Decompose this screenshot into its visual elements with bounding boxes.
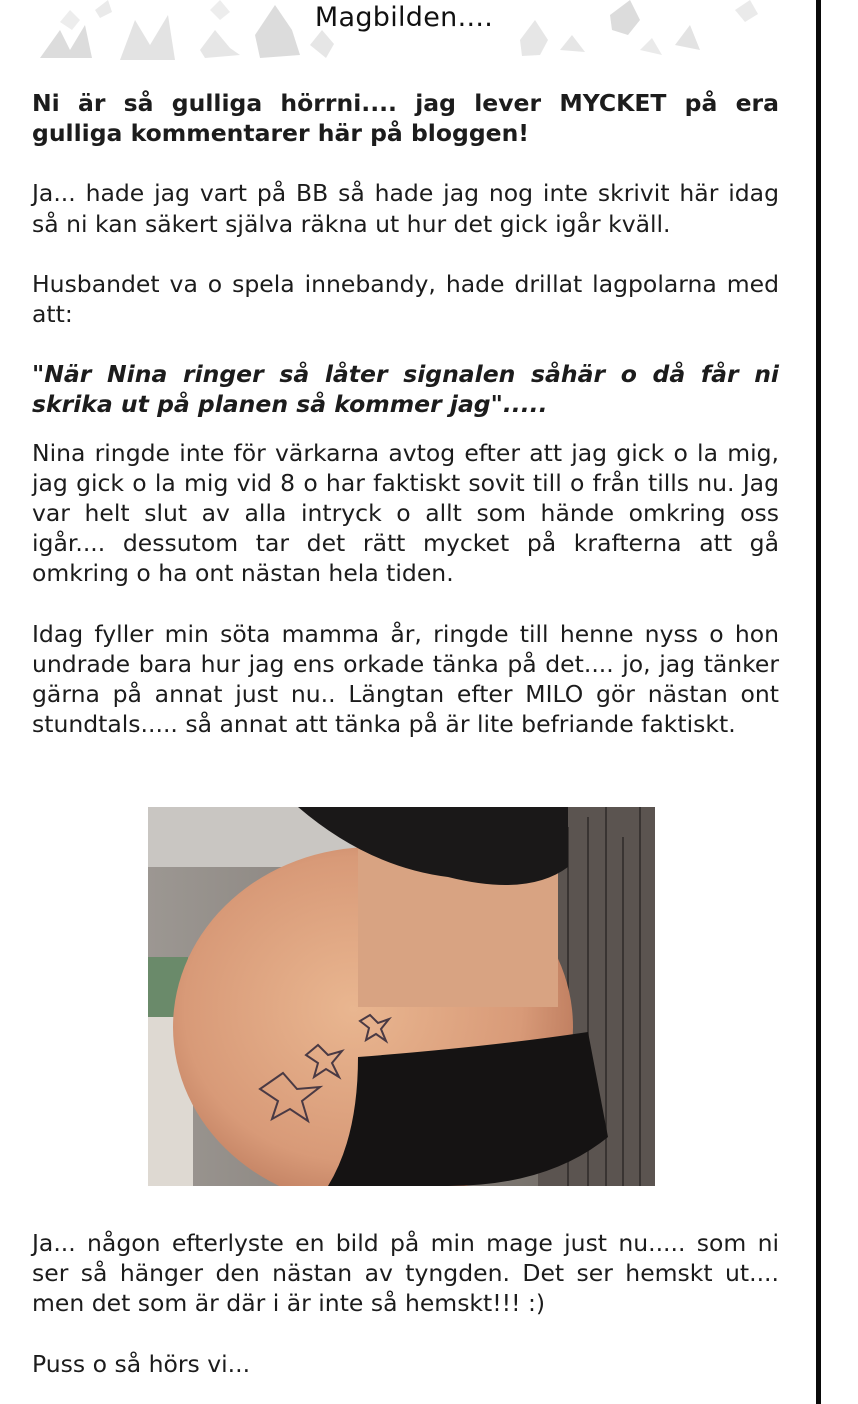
post-paragraph: Ni är så gulliga hörrni.... jag lever MYCKET på era gulliga kommentarer här på bloggen! <box>32 89 779 148</box>
post-paragraph: Ja... hade jag vart på BB så hade jag nog inte skrivit här idag så ni kan säkert själva räkna ut hur det gick igår kväll. <box>32 179 779 238</box>
post-body-continued <box>32 1228 779 1379</box>
belly-photo <box>148 807 655 1186</box>
post-title: Magbilden.... <box>314 2 494 33</box>
post-paragraph: Idag fyller min söta mamma år, ringde till henne nyss o hon undrade bara hur jag ens orkade tänka på det.... jo, jag tänker gärna på annat just nu.. Längtan efter MILO gör nästan ont stundtals..... så annat att tänka på är lite befriande faktiskt. <box>32 619 779 739</box>
post-body <box>32 88 779 739</box>
post-paragraph: Nina ringde inte för värkarna avtog efter att jag gick o la mig, jag gick o la mig vid 8 o har faktiskt sovit till o från tills nu. Jag var helt slut av alla intryck o allt som hände omkring oss igår.... dessutom tar det rätt mycket på krafterna att gå omkring o ha ont nästan hela tiden. <box>32 438 779 588</box>
post-quote: "När Nina ringer så låter signalen såhär o då får ni skrika ut på planen så kommer jag"..... <box>32 360 779 419</box>
post-signoff: Puss o så hörs vi... <box>32 1349 251 1378</box>
post-paragraph: Husbandet va o spela innebandy, hade drillat lagpolarna med att: <box>32 269 779 329</box>
page-right-border <box>816 0 821 1404</box>
post-paragraph: Ja... någon efterlyste en bild på min mage just nu..... som ni ser så hänger den nästan av tyngden. Det ser hemskt ut.... men det som är där i är inte så hemskt!!! :) <box>32 1229 779 1318</box>
